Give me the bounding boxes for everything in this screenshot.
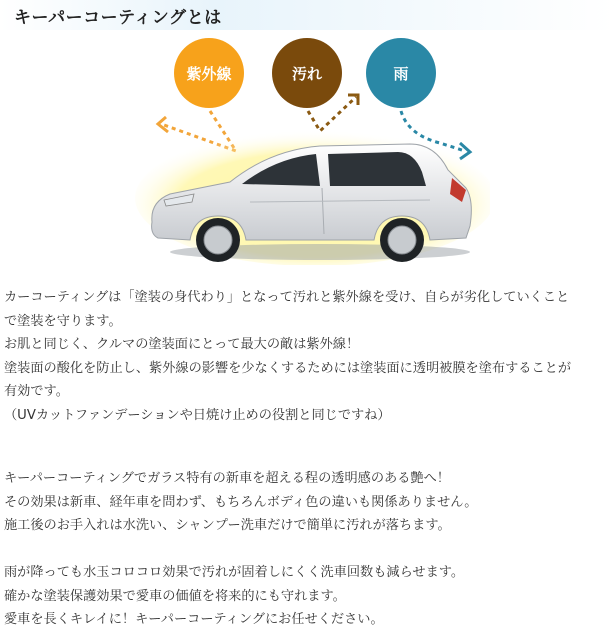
paragraph-line: その効果は新車、経年車を問わず、もちろんボディ色の違いも関係ありません。 xyxy=(4,494,478,510)
car-image xyxy=(130,130,490,265)
paragraph-line: カーコーティングは「塗装の身代わり」となって汚れと紫外線を受け、自らが劣化していくこと xyxy=(4,290,570,305)
paragraph-line: 施工後のお手入れは水洗い、シャンプー洗車だけで簡単に汚れが落ちます。 xyxy=(4,518,451,533)
paragraph-line: で塗装を守ります。 xyxy=(4,313,122,329)
coating-illustration xyxy=(130,35,490,265)
page-header xyxy=(0,0,614,30)
uv-circle: 紫外線 xyxy=(174,38,244,108)
dirt-circle: 汚れ xyxy=(272,38,342,108)
rain-circle: 雨 xyxy=(366,38,436,108)
paragraph-line: お肌と同じく、クルマの塗装面にとって最大の敵は紫外線！ xyxy=(4,337,360,352)
page-title: キーパーコーティングとは xyxy=(14,8,222,28)
car-window-rear xyxy=(328,152,426,186)
article-body xyxy=(4,286,610,632)
dirt-arrow-head xyxy=(348,95,358,105)
paragraph-line: 愛車を長くキレイに！キーパーコーティングにお任せください。 xyxy=(4,612,384,627)
paragraph-line: キーパーコーティングでガラス特有の新車を超える程の透明感のある艶へ！ xyxy=(4,471,450,486)
paragraph-line: 有効です。 xyxy=(4,384,69,399)
paragraph-line: 確かな塗装保護効果で愛車の価値を将来的にも守れます。 xyxy=(4,588,346,604)
paragraph-line: （UVカットファンデーションや日焼け止めの役割と同じですね） xyxy=(4,407,391,423)
paragraph-line: 雨が降っても水玉コロコロ効果で汚れが固着しにくく洗車回数も減らせます。 xyxy=(4,565,465,580)
paragraph-line: 塗装面の酸化を防止し、紫外線の影響を少なくするためには塗装面に透明被膜を塗布することが xyxy=(4,360,572,376)
